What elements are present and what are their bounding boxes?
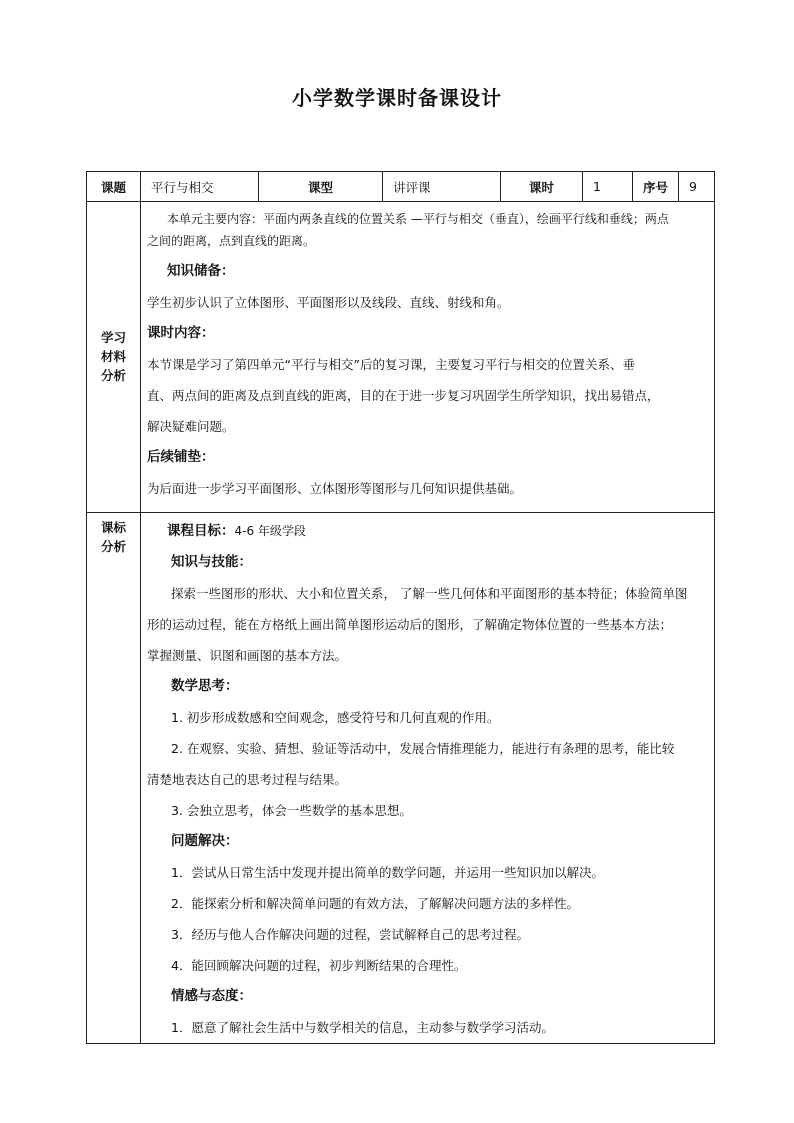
thinking-heading: 数学思考： [171, 678, 239, 694]
page-title: 小学数学课时备课设计 [292, 86, 502, 110]
period-label: 课时 [501, 172, 583, 202]
standard-label: 课标 分析 [87, 513, 141, 1044]
goal-heading: 课程目标： [167, 523, 235, 539]
problem-line: 4．能回顾解决问题的过程，初步判断结果的合理性。 [171, 958, 467, 973]
skills-line: 形的运动过程，能在方格纸上画出简单图形运动后的图形，了解确定物体位置的一些基本方法； [147, 617, 673, 632]
topic-value: 平行与相交 [141, 172, 259, 202]
thinking-line: 清楚地表达自己的思考过程与结果。 [147, 772, 348, 787]
content-heading: 课时内容： [147, 325, 215, 341]
header-row [87, 172, 715, 202]
seq-label: 序号 [633, 172, 679, 202]
goal-text: 4-6 年级学段 [234, 524, 306, 538]
type-label: 课型 [259, 172, 383, 202]
standard-content [141, 513, 715, 1044]
thinking-line: 2. 在观察、实验、猜想、验证等活动中，发展合情推理能力，能进行有条理的思考，能比较 [171, 741, 675, 756]
type-value: 讲评课 [383, 172, 501, 202]
period-value: 1 [583, 172, 633, 202]
thinking-line: 1. 初步形成数感和空间观念，感受符号和几何直观的作用。 [171, 710, 500, 725]
skills-line: 掌握测量、识图和画图的基本方法。 [147, 648, 348, 663]
skills-heading: 知识与技能： [171, 554, 252, 570]
skills-line: 探索一些图形的形状、大小和位置关系， 了解一些几何体和平面图形的基本特征；体验简单图 [171, 586, 688, 601]
content-line: 解决疑难问题。 [147, 419, 235, 434]
topic-label: 课题 [87, 172, 141, 202]
problem-line: 2．能探索分析和解决简单问题的有效方法，了解解决问题方法的多样性。 [171, 896, 579, 911]
follow-heading: 后续铺垫： [147, 449, 215, 465]
intro-line: 本单元主要内容：平面内两条直线的位置关系 —平行与相交（垂直），绘画平行线和垂线；两点 [167, 212, 669, 226]
lesson-table [86, 171, 715, 1044]
problem-line: 1．尝试从日常生活中发现并提出简单的数学问题，并运用一些知识加以解决。 [171, 865, 604, 880]
attitude-line: 1．愿意了解社会生活中与数学相关的信息，主动参与数学学习活动。 [171, 1020, 554, 1035]
intro-line: 之间的距离，点到直线的距离。 [147, 234, 316, 248]
content-line: 直、两点间的距离及点到直线的距离，目的在于进一步复习巩固学生所学知识，找出易错点， [147, 388, 660, 403]
seq-value: 9 [679, 172, 715, 202]
problem-line: 3．经历与他人合作解决问题的过程，尝试解释自己的思考过程。 [171, 927, 529, 942]
material-label: 学习 材料 分析 [87, 202, 141, 513]
attitude-heading: 情感与态度： [171, 988, 252, 1004]
knowledge-text: 学生初步认识了立体图形、平面图形以及线段、直线、射线和角。 [147, 295, 510, 310]
knowledge-heading: 知识储备： [167, 263, 235, 279]
goal-line [147, 521, 706, 541]
thinking-line: 3. 会独立思考，体会一些数学的基本思想。 [171, 803, 412, 818]
content-line: 本节课是学习了第四单元“平行与相交”后的复习课，主要复习平行与相交的位置关系、垂 [147, 357, 635, 372]
follow-text: 为后面进一步学习平面图形、立体图形等图形与几何知识提供基础。 [147, 481, 523, 496]
problem-heading: 问题解决： [171, 833, 239, 849]
material-content [141, 202, 715, 513]
standard-row [87, 513, 715, 1044]
material-row [87, 202, 715, 513]
